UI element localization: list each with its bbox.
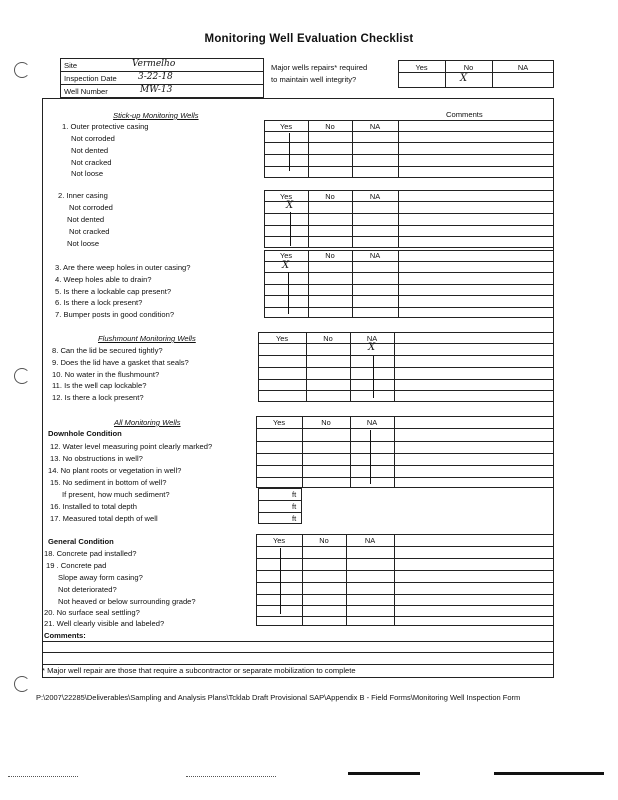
- q13-label: 13. No obstructions in well?: [50, 454, 143, 463]
- q2b-label: Not dented: [67, 215, 105, 224]
- col-yes: Yes: [279, 192, 293, 201]
- inspection-date-label: Inspection Date: [64, 74, 117, 83]
- q1b-label: Not dented: [71, 146, 109, 155]
- q8-label: 8. Can the lid be secured tightly?: [52, 346, 163, 355]
- downhole-condition-label: Downhole Condition: [48, 429, 122, 438]
- scan-mark: [348, 772, 420, 775]
- q2c-label: Not cracked: [69, 227, 110, 236]
- check-arrow: [290, 212, 291, 246]
- check-arrow: [289, 133, 290, 171]
- ft-unit: ft: [292, 502, 297, 511]
- general-condition-label: General Condition: [48, 537, 114, 546]
- q15a-label: If present, how much sediment?: [62, 490, 170, 499]
- q4-label: 4. Weep holes able to drain?: [55, 275, 152, 284]
- comments-label: Comments:: [44, 631, 86, 640]
- q12-label: 12. Is there a lock present?: [52, 393, 144, 402]
- q5-label: 5. Is there a lockable cap present?: [55, 287, 172, 296]
- site-value: Vermelho: [132, 59, 176, 69]
- col-no: No: [321, 418, 331, 427]
- punch-hole: [14, 676, 30, 692]
- section-heading-flushmount: Flushmount Monitoring Wells: [98, 334, 196, 343]
- q6-label: 6. Is there a lock present?: [55, 298, 143, 307]
- major-repairs-check-mark: X: [460, 73, 468, 84]
- q19c-label: Not heaved or below surrounding grade?: [58, 597, 196, 606]
- comments-header: Comments: [446, 110, 483, 119]
- inspection-date-value: 3-22-18: [138, 72, 173, 82]
- q10-label: 10. No water in the flushmount?: [52, 370, 160, 379]
- check-arrow: [373, 356, 374, 398]
- scan-mark: [186, 776, 276, 778]
- scan-mark: [8, 776, 78, 778]
- col-yes: Yes: [272, 536, 286, 545]
- col-yes: Yes: [275, 334, 289, 343]
- q18-label: 18. Concrete pad installed?: [44, 549, 137, 558]
- section-heading-stickup: Stick-up Monitoring Wells: [113, 111, 199, 120]
- q21-label: 21. Well clearly visible and labeled?: [44, 619, 165, 628]
- col-no: No: [323, 334, 333, 343]
- q19b-label: Not deteriorated?: [58, 585, 117, 594]
- check-arrow: [288, 272, 289, 314]
- check-arrow: [370, 430, 371, 484]
- col-na: NA: [369, 251, 381, 260]
- q12b-label: 12. Water level measuring point clearly marked?: [50, 442, 213, 451]
- punch-hole: [14, 368, 30, 384]
- footnote: * Major well repair are those that require a subcontractor or separate mobilization to complete: [42, 666, 356, 675]
- q15-label: 15. No sediment in bottom of well?: [50, 478, 167, 487]
- scan-mark: [494, 772, 604, 775]
- well-number-value: MW-13: [140, 85, 173, 95]
- grid-general: [256, 534, 554, 626]
- col-na: NA: [369, 192, 381, 201]
- col-na: NA: [366, 418, 378, 427]
- check-mark: X: [368, 342, 376, 353]
- q20-label: 20. No surface seal settling?: [44, 608, 140, 617]
- col-yes: Yes: [272, 418, 286, 427]
- q1c-label: Not cracked: [71, 158, 112, 167]
- q19a-label: Slope away form casing?: [58, 573, 143, 582]
- q1d-label: Not loose: [71, 169, 104, 178]
- section-heading-all-wells: All Monitoring Wells: [114, 418, 181, 427]
- major-repairs-question-2: to maintain well integrity?: [271, 75, 357, 84]
- col-no: No: [325, 122, 335, 131]
- col-no: No: [319, 536, 329, 545]
- col-no: No: [325, 251, 335, 260]
- col-yes: Yes: [279, 251, 293, 260]
- ft-unit: ft: [292, 490, 297, 499]
- q2-label: 2. Inner casing: [58, 191, 108, 200]
- check-arrow: [280, 548, 281, 614]
- q14-label: 14. No plant roots or vegetation in well?: [48, 466, 182, 475]
- file-path: P:\2007\22285\Deliverables\Sampling and Analysis Plans\Tcklab Draft Provisional SAP\Appendix B - Field Forms\Monitoring Well Inspection Form: [36, 693, 521, 702]
- col-no-header: No: [463, 63, 474, 72]
- col-no: No: [325, 192, 335, 201]
- q17-label: 17. Measured total depth of well: [50, 514, 158, 523]
- q3-label: 3. Are there weep holes in outer casing?: [55, 263, 191, 272]
- col-na: NA: [369, 122, 381, 131]
- q19-label: 19 . Concrete pad: [46, 561, 107, 570]
- punch-hole: [14, 62, 30, 78]
- major-repairs-question: Major wells repairs* required: [271, 63, 368, 72]
- q11-label: 11. Is the well cap lockable?: [52, 381, 147, 390]
- ft-unit: ft: [292, 514, 297, 523]
- col-yes: Yes: [279, 122, 293, 131]
- col-na-header: NA: [517, 63, 529, 72]
- q9-label: 9. Does the lid have a gasket that seals?: [52, 358, 189, 367]
- well-number-label: Well Number: [64, 87, 108, 96]
- q1-label: 1. Outer protective casing: [62, 122, 149, 131]
- q7-label: 7. Bumper posts in good condition?: [55, 310, 175, 319]
- check-mark: X: [282, 260, 290, 271]
- q16-label: 16. Installed to total depth: [50, 502, 137, 511]
- check-mark: X: [286, 200, 294, 211]
- q2d-label: Not loose: [67, 239, 100, 248]
- col-na: NA: [366, 334, 378, 343]
- q2a-label: Not corroded: [69, 203, 113, 212]
- col-na: NA: [364, 536, 376, 545]
- col-yes-header: Yes: [415, 63, 428, 72]
- site-label: Site: [64, 61, 78, 70]
- page-title: Monitoring Well Evaluation Checklist: [204, 33, 414, 45]
- q1a-label: Not corroded: [71, 134, 115, 143]
